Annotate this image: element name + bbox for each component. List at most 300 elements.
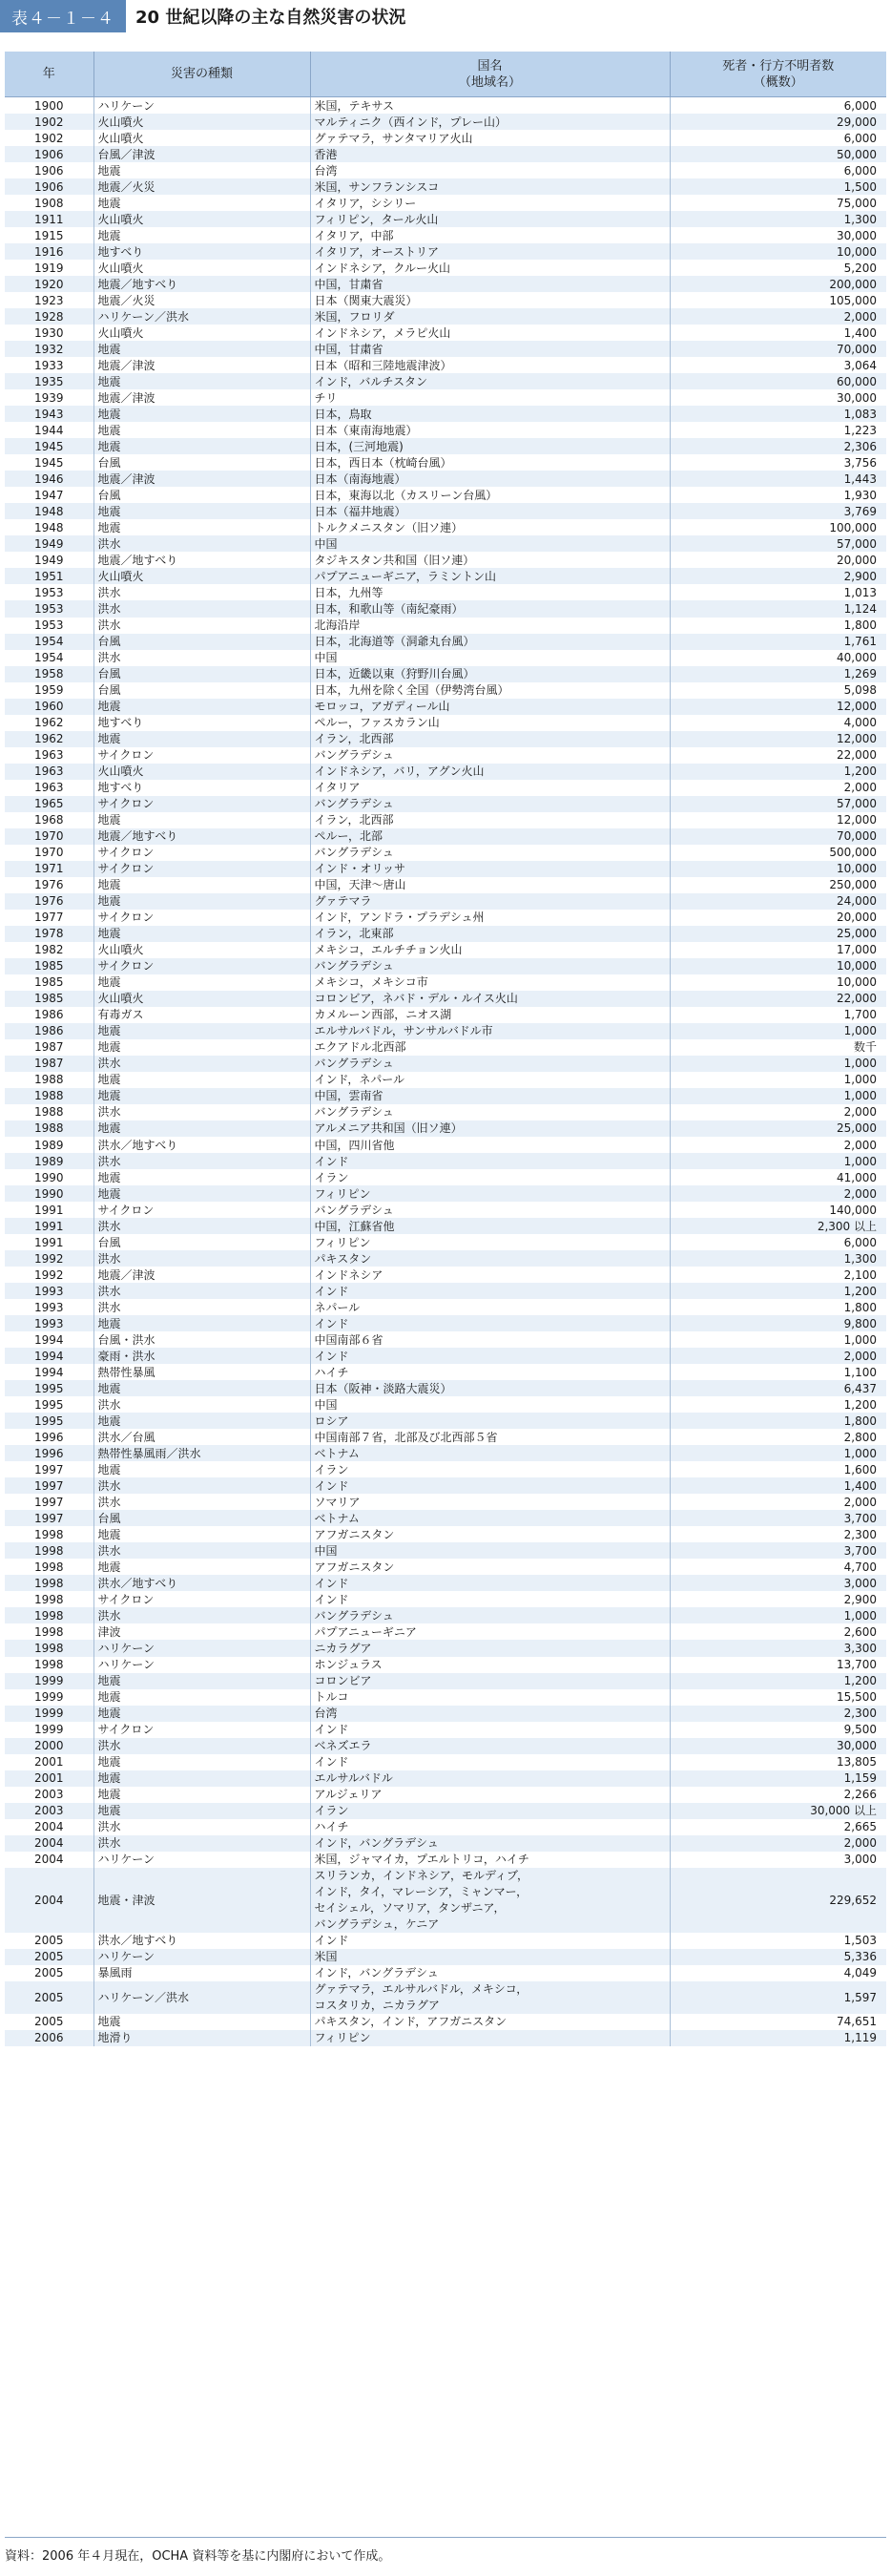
cell-disaster-type: 地震: [93, 1461, 310, 1477]
cell-disaster-type: 火山噴火: [93, 130, 310, 146]
cell-disaster-type: サイクロン: [93, 845, 310, 861]
cell-disaster-type: 地すべり: [93, 780, 310, 796]
table-row: [5, 438, 886, 454]
table-row: [5, 1819, 886, 1835]
cell-year: 1923: [5, 292, 93, 308]
table-row: [5, 1137, 886, 1153]
cell-deaths-missing: 200,000: [670, 276, 886, 292]
cell-deaths-missing: 1,013: [670, 584, 886, 600]
cell-country-region: ベトナム: [310, 1445, 670, 1461]
cell-deaths-missing: 20,000: [670, 910, 886, 926]
table-row: [5, 845, 886, 861]
cell-disaster-type: 地震: [93, 1706, 310, 1722]
table-row: [5, 1283, 886, 1299]
cell-disaster-type: 洪水: [93, 650, 310, 666]
cell-deaths-missing: 6,000: [670, 162, 886, 178]
cell-deaths-missing: 1,000: [670, 1331, 886, 1348]
cell-deaths-missing: 15,500: [670, 1689, 886, 1706]
cell-deaths-missing: 2,800: [670, 1429, 886, 1445]
table-row: [5, 1056, 886, 1072]
cell-deaths-missing: 500,000: [670, 845, 886, 861]
table-row: [5, 292, 886, 308]
cell-disaster-type: 地すべり: [93, 715, 310, 731]
cell-deaths-missing: 22,000: [670, 991, 886, 1007]
cell-country-region: イラン: [310, 1461, 670, 1477]
cell-country-region: インド: [310, 1722, 670, 1738]
cell-deaths-missing: 1,761: [670, 634, 886, 650]
cell-deaths-missing: 4,000: [670, 715, 886, 731]
cell-country-region: 日本，北海道等（洞爺丸台風）: [310, 634, 670, 650]
cell-deaths-missing: 105,000: [670, 292, 886, 308]
cell-disaster-type: 洪水: [93, 1299, 310, 1315]
cell-deaths-missing: 1,500: [670, 178, 886, 195]
cell-disaster-type: 台風: [93, 1510, 310, 1526]
cell-country-region: アフガニスタン: [310, 1559, 670, 1575]
cell-disaster-type: サイクロン: [93, 1722, 310, 1738]
disaster-table-container: [5, 52, 886, 2046]
cell-country-region: 米国: [310, 1949, 670, 1965]
cell-country-region: インドネシア，メラピ火山: [310, 325, 670, 341]
cell-country-region: インドネシア，クルー火山: [310, 260, 670, 276]
table-row: [5, 1591, 886, 1607]
cell-year: 1990: [5, 1169, 93, 1185]
table-row: [5, 1689, 886, 1706]
table-row: [5, 325, 886, 341]
cell-deaths-missing: 6,000: [670, 1234, 886, 1250]
cell-year: 1932: [5, 341, 93, 357]
cell-disaster-type: 地震: [93, 519, 310, 535]
cell-year: 1988: [5, 1104, 93, 1120]
table-row: [5, 1738, 886, 1754]
cell-year: 1999: [5, 1722, 93, 1738]
cell-disaster-type: 地震: [93, 1169, 310, 1185]
table-row: [5, 519, 886, 535]
table-row: [5, 1218, 886, 1234]
cell-country-region: グァテマラ，サンタマリア火山: [310, 130, 670, 146]
table-title: 20 世紀以降の主な自然災害の状況: [126, 0, 891, 32]
cell-year: 1996: [5, 1445, 93, 1461]
cell-year: 1945: [5, 438, 93, 454]
cell-year: 1985: [5, 974, 93, 991]
cell-year: 1962: [5, 731, 93, 747]
cell-disaster-type: サイクロン: [93, 1202, 310, 1218]
cell-disaster-type: 洪水: [93, 584, 310, 600]
cell-deaths-missing: 3,000: [670, 1852, 886, 1868]
cell-year: 1954: [5, 634, 93, 650]
cell-country-region: パキスタン: [310, 1250, 670, 1267]
table-row: [5, 1803, 886, 1819]
cell-country-region: 香港: [310, 146, 670, 162]
table-row: [5, 1607, 886, 1623]
cell-country-region: ベネズエラ: [310, 1738, 670, 1754]
cell-deaths-missing: 13,700: [670, 1657, 886, 1673]
cell-country-region: 日本（東南海地震）: [310, 422, 670, 438]
cell-disaster-type: 地震: [93, 162, 310, 178]
cell-country-region: インド，バングラデシュ: [310, 1965, 670, 1981]
cell-disaster-type: 洪水／地すべり: [93, 1137, 310, 1153]
cell-year: 1959: [5, 682, 93, 699]
cell-disaster-type: 地震: [93, 812, 310, 828]
table-row: [5, 211, 886, 227]
cell-deaths-missing: 41,000: [670, 1169, 886, 1185]
column-header-year: [5, 52, 93, 97]
table-row: [5, 260, 886, 276]
cell-deaths-missing: 2,000: [670, 1104, 886, 1120]
cell-country-region: 日本，(三河地震): [310, 438, 670, 454]
cell-country-region: 中国，甘粛省: [310, 341, 670, 357]
table-row: [5, 1267, 886, 1283]
cell-country-region: バングラデシュ: [310, 1607, 670, 1623]
table-row: [5, 1981, 886, 2014]
cell-year: 1930: [5, 325, 93, 341]
table-row: [5, 1185, 886, 1202]
cell-deaths-missing: 2,900: [670, 568, 886, 584]
cell-deaths-missing: 1,400: [670, 1477, 886, 1494]
cell-deaths-missing: 2,300 以上: [670, 1218, 886, 1234]
cell-year: 1944: [5, 422, 93, 438]
table-row: [5, 1413, 886, 1429]
table-row: [5, 422, 886, 438]
cell-deaths-missing: 1,083: [670, 406, 886, 422]
cell-deaths-missing: 13,805: [670, 1754, 886, 1770]
cell-deaths-missing: 1,597: [670, 1981, 886, 2014]
cell-country-region: インドネシア: [310, 1267, 670, 1283]
cell-year: 1949: [5, 552, 93, 568]
column-header-text: 年: [42, 67, 55, 81]
cell-country-region: 日本（福井地震）: [310, 503, 670, 519]
cell-deaths-missing: 1,159: [670, 1770, 886, 1787]
cell-year: 1996: [5, 1429, 93, 1445]
cell-year: 1993: [5, 1283, 93, 1299]
cell-year: 1995: [5, 1396, 93, 1413]
header-row: [5, 52, 886, 97]
cell-disaster-type: 地震: [93, 373, 310, 389]
cell-deaths-missing: 2,000: [670, 1494, 886, 1510]
cell-disaster-type: ハリケーン: [93, 1657, 310, 1673]
table-row: [5, 1088, 886, 1104]
cell-disaster-type: 火山噴火: [93, 568, 310, 584]
cell-year: 1994: [5, 1331, 93, 1348]
cell-deaths-missing: 4,049: [670, 1965, 886, 1981]
cell-country-region: ロシア: [310, 1413, 670, 1429]
cell-year: 2001: [5, 1770, 93, 1787]
cell-deaths-missing: 1,930: [670, 487, 886, 503]
cell-disaster-type: 洪水: [93, 600, 310, 617]
cell-year: 1998: [5, 1623, 93, 1640]
cell-country-region: 中国，天津～唐山: [310, 877, 670, 893]
cell-disaster-type: ハリケーン: [93, 1852, 310, 1868]
cell-country-region: 中国: [310, 1396, 670, 1413]
cell-country-region: アフガニスタン: [310, 1526, 670, 1542]
table-row: [5, 227, 886, 243]
cell-disaster-type: 地滑り: [93, 2030, 310, 2046]
cell-disaster-type: 地震: [93, 195, 310, 211]
cell-disaster-type: 洪水: [93, 1104, 310, 1120]
table-row: [5, 2014, 886, 2030]
table-row: [5, 1640, 886, 1656]
cell-disaster-type: サイクロン: [93, 958, 310, 974]
cell-country-region: フィリピン: [310, 2030, 670, 2046]
cell-country-region: ベトナム: [310, 1510, 670, 1526]
cell-country-region: ハイチ: [310, 1364, 670, 1380]
cell-disaster-type: ハリケーン: [93, 97, 310, 115]
cell-year: 1998: [5, 1526, 93, 1542]
cell-year: 2005: [5, 2014, 93, 2030]
cell-disaster-type: 地震: [93, 1072, 310, 1088]
cell-country-region: インド: [310, 1575, 670, 1591]
cell-disaster-type: 地震: [93, 227, 310, 243]
cell-deaths-missing: 2,100: [670, 1267, 886, 1283]
cell-deaths-missing: 50,000: [670, 146, 886, 162]
cell-year: 1997: [5, 1494, 93, 1510]
cell-year: 1953: [5, 600, 93, 617]
table-row: [5, 584, 886, 600]
cell-year: 1963: [5, 764, 93, 780]
cell-year: 1953: [5, 618, 93, 634]
cell-disaster-type: 地震: [93, 974, 310, 991]
cell-year: 1993: [5, 1299, 93, 1315]
table-row: [5, 1526, 886, 1542]
table-row: [5, 1673, 886, 1689]
cell-disaster-type: 地震: [93, 1315, 310, 1331]
column-header-text: （地域名）: [458, 74, 521, 90]
cell-deaths-missing: 2,665: [670, 1819, 886, 1835]
cell-country-region: トルコ: [310, 1689, 670, 1706]
cell-year: 1915: [5, 227, 93, 243]
table-row: [5, 1445, 886, 1461]
cell-year: 1906: [5, 178, 93, 195]
table-row: [5, 1542, 886, 1559]
table-row: [5, 715, 886, 731]
cell-deaths-missing: 74,651: [670, 2014, 886, 2030]
table-row: [5, 503, 886, 519]
table-row: [5, 812, 886, 828]
table-row: [5, 1770, 886, 1787]
cell-country-region: インド: [310, 1754, 670, 1770]
column-header-type: [93, 52, 310, 97]
cell-deaths-missing: 30,000: [670, 1738, 886, 1754]
cell-deaths-missing: 12,000: [670, 812, 886, 828]
cell-deaths-missing: 5,200: [670, 260, 886, 276]
table-row: [5, 341, 886, 357]
cell-disaster-type: ハリケーン: [93, 1949, 310, 1965]
cell-deaths-missing: 2,000: [670, 1185, 886, 1202]
cell-year: 1916: [5, 243, 93, 260]
cell-year: 2005: [5, 1965, 93, 1981]
column-header-place: [310, 52, 670, 97]
cell-disaster-type: 洪水／地すべり: [93, 1575, 310, 1591]
cell-country-region: フィリピン: [310, 1185, 670, 1202]
cell-year: 1906: [5, 162, 93, 178]
cell-year: 1939: [5, 389, 93, 406]
table-row: [5, 1657, 886, 1673]
table-row: [5, 1575, 886, 1591]
cell-disaster-type: 洪水: [93, 1607, 310, 1623]
table-row: [5, 893, 886, 910]
table-row: [5, 796, 886, 812]
cell-deaths-missing: 1,800: [670, 618, 886, 634]
cell-disaster-type: 地震: [93, 877, 310, 893]
cell-year: 1992: [5, 1267, 93, 1283]
cell-year: 1998: [5, 1640, 93, 1656]
cell-disaster-type: 地震・津波: [93, 1868, 310, 1933]
cell-deaths-missing: 30,000: [670, 227, 886, 243]
cell-year: 1986: [5, 1023, 93, 1039]
table-row: [5, 600, 886, 617]
table-row: [5, 861, 886, 877]
table-row: [5, 1429, 886, 1445]
cell-country-region: グァテマラ: [310, 893, 670, 910]
cell-deaths-missing: 1,000: [670, 1607, 886, 1623]
cell-year: 1987: [5, 1056, 93, 1072]
cell-year: 1902: [5, 114, 93, 130]
cell-deaths-missing: 1,200: [670, 1396, 886, 1413]
table-row: [5, 634, 886, 650]
table-row: [5, 1477, 886, 1494]
cell-disaster-type: 豪雨・洪水: [93, 1348, 310, 1364]
cell-deaths-missing: 10,000: [670, 958, 886, 974]
cell-country-region: インド: [310, 1153, 670, 1169]
cell-country-region: メキシコ，エルチチョン火山: [310, 942, 670, 958]
cell-year: 1989: [5, 1137, 93, 1153]
cell-deaths-missing: 29,000: [670, 114, 886, 130]
cell-deaths-missing: 2,000: [670, 308, 886, 325]
cell-country-region: ホンジュラス: [310, 1657, 670, 1673]
cell-country-region: アルジェリア: [310, 1787, 670, 1803]
table-row: [5, 1559, 886, 1575]
cell-deaths-missing: 1,200: [670, 1673, 886, 1689]
table-row: [5, 552, 886, 568]
cell-deaths-missing: 3,064: [670, 357, 886, 373]
cell-country-region: 中国，雲南省: [310, 1088, 670, 1104]
cell-year: 1999: [5, 1706, 93, 1722]
cell-disaster-type: 地震: [93, 438, 310, 454]
cell-country-region: 中国: [310, 1542, 670, 1559]
table-row: [5, 1868, 886, 1933]
cell-country-region: トルクメニスタン（旧ソ連）: [310, 519, 670, 535]
cell-country-region: ペルー，北部: [310, 828, 670, 845]
cell-year: 2005: [5, 1933, 93, 1949]
table-row: [5, 828, 886, 845]
cell-country-region: ハイチ: [310, 1819, 670, 1835]
table-row: [5, 991, 886, 1007]
cell-deaths-missing: 22,000: [670, 747, 886, 764]
cell-disaster-type: 洪水: [93, 1738, 310, 1754]
cell-year: 1998: [5, 1559, 93, 1575]
cell-country-region: ニカラグア: [310, 1640, 670, 1656]
cell-disaster-type: 洪水: [93, 1396, 310, 1413]
table-row: [5, 1949, 886, 1965]
table-row: [5, 243, 886, 260]
table-row: [5, 1315, 886, 1331]
table-row: [5, 146, 886, 162]
cell-deaths-missing: 25,000: [670, 1120, 886, 1137]
cell-year: 1997: [5, 1477, 93, 1494]
table-row: [5, 1072, 886, 1088]
cell-disaster-type: 火山噴火: [93, 991, 310, 1007]
table-body: [5, 97, 886, 2046]
cell-country-region: 日本，九州を除く全国（伊勢湾台風）: [310, 682, 670, 699]
cell-country-region: バングラデシュ: [310, 1104, 670, 1120]
cell-deaths-missing: 1,300: [670, 211, 886, 227]
cell-year: 1943: [5, 406, 93, 422]
cell-deaths-missing: 数千: [670, 1039, 886, 1056]
cell-deaths-missing: 2,900: [670, 1591, 886, 1607]
cell-country-region: イラン: [310, 1169, 670, 1185]
cell-year: 1997: [5, 1510, 93, 1526]
cell-disaster-type: 台風／津波: [93, 146, 310, 162]
cell-disaster-type: 地震: [93, 406, 310, 422]
cell-country-region: 米国，ジャマイカ，プエルトリコ，ハイチ: [310, 1852, 670, 1868]
table-row: [5, 1007, 886, 1023]
cell-deaths-missing: 100,000: [670, 519, 886, 535]
cell-year: 1970: [5, 828, 93, 845]
cell-deaths-missing: 1,000: [670, 1072, 886, 1088]
table-row: [5, 731, 886, 747]
cell-year: 1978: [5, 926, 93, 942]
cell-disaster-type: 台風・洪水: [93, 1331, 310, 1348]
cell-year: 2004: [5, 1868, 93, 1933]
cell-deaths-missing: 2,600: [670, 1623, 886, 1640]
cell-deaths-missing: 70,000: [670, 341, 886, 357]
cell-country-region: インド: [310, 1348, 670, 1364]
cell-year: 1933: [5, 357, 93, 373]
cell-year: 1997: [5, 1461, 93, 1477]
cell-year: 2004: [5, 1852, 93, 1868]
table-row: [5, 1623, 886, 1640]
cell-disaster-type: 地震／地すべり: [93, 276, 310, 292]
cell-year: 1985: [5, 958, 93, 974]
cell-deaths-missing: 9,800: [670, 1315, 886, 1331]
cell-deaths-missing: 10,000: [670, 243, 886, 260]
table-header: [5, 52, 886, 97]
cell-disaster-type: 地震: [93, 926, 310, 942]
cell-year: 1958: [5, 666, 93, 682]
cell-disaster-type: 地震／火災: [93, 292, 310, 308]
cell-country-region: 米国，フロリダ: [310, 308, 670, 325]
cell-year: 1900: [5, 97, 93, 115]
cell-disaster-type: サイクロン: [93, 747, 310, 764]
cell-country-region: インド: [310, 1315, 670, 1331]
cell-disaster-type: 地震／津波: [93, 471, 310, 487]
table-row: [5, 1104, 886, 1120]
table-row: [5, 1299, 886, 1315]
cell-country-region: 日本，九州等: [310, 584, 670, 600]
table-row: [5, 958, 886, 974]
table-row: [5, 114, 886, 130]
table-row: [5, 1461, 886, 1477]
cell-disaster-type: 地震: [93, 1770, 310, 1787]
cell-disaster-type: 地震: [93, 1088, 310, 1104]
cell-country-region: 北海沿岸: [310, 618, 670, 634]
cell-year: 1928: [5, 308, 93, 325]
cell-deaths-missing: 9,500: [670, 1722, 886, 1738]
cell-disaster-type: 台風: [93, 682, 310, 699]
cell-country-region: 中国，甘粛省: [310, 276, 670, 292]
cell-disaster-type: 洪水: [93, 618, 310, 634]
cell-country-region: イラン: [310, 1803, 670, 1819]
cell-deaths-missing: 20,000: [670, 552, 886, 568]
table-row: [5, 942, 886, 958]
table-row: [5, 747, 886, 764]
cell-deaths-missing: 1,000: [670, 1023, 886, 1039]
table-row: [5, 130, 886, 146]
cell-disaster-type: 洪水: [93, 1835, 310, 1852]
cell-year: 1976: [5, 893, 93, 910]
cell-deaths-missing: 2,000: [670, 1348, 886, 1364]
cell-deaths-missing: 5,336: [670, 1949, 886, 1965]
cell-country-region: 日本（阪神・淡路大震災）: [310, 1380, 670, 1396]
